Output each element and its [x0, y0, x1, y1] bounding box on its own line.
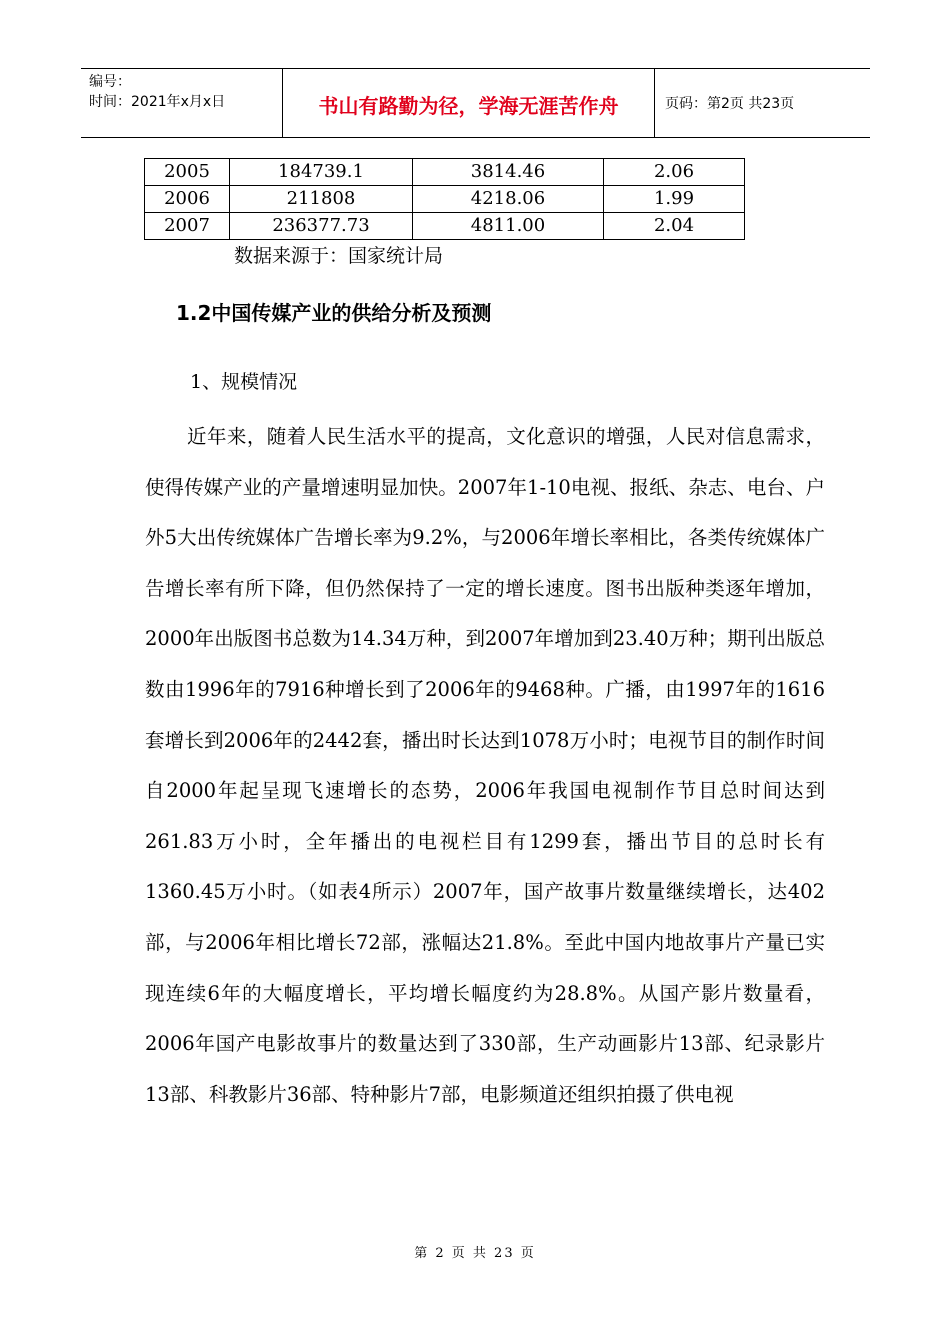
header-divider-right	[654, 69, 655, 137]
header-page-info: 页码：第2页 共23页	[665, 96, 795, 112]
document-number-label: 编号：	[89, 74, 131, 90]
table-cell: 1.99	[604, 186, 745, 213]
document-date-label: 时间：2021年x月x日	[89, 94, 226, 110]
table-row	[145, 213, 745, 240]
table-cell: 2.06	[604, 159, 745, 186]
table-cell-year: 2007	[145, 213, 230, 240]
section-heading: 1.2中国传媒产业的供给分析及预测	[176, 301, 492, 325]
statistics-table	[144, 158, 745, 240]
table-cell: 4811.00	[413, 213, 604, 240]
subsection-heading: 1、规模情况	[190, 371, 298, 393]
table-cell-year: 2005	[145, 159, 230, 186]
table-cell: 2.04	[604, 213, 745, 240]
page-footer: 第 2 页 共 23 页	[414, 1246, 536, 1261]
table-row	[145, 186, 745, 213]
page-header	[81, 68, 870, 138]
table-cell: 4218.06	[413, 186, 604, 213]
table-cell: 211808	[230, 186, 413, 213]
table-cell-year: 2006	[145, 186, 230, 213]
table-source-note: 数据来源于：国家统计局	[234, 245, 444, 267]
header-meta	[89, 72, 225, 112]
table-cell: 236377.73	[230, 213, 413, 240]
table-cell: 3814.46	[413, 159, 604, 186]
table-cell: 184739.1	[230, 159, 413, 186]
body-paragraph: 近年来，随着人民生活水平的提高，文化意识的增强，人民对信息需求，使得传媒产业的产量增速明显加快。2007年1-10电视、报纸、杂志、电台、户外5大出传统媒体广告增长率为9.2%，与2006年增长率相比，各类传统媒体广告增长率有所下降，但仍然保持了一定的增长速度。图书出版种类逐年增加，2000年出版图书总数为14.34万种，到2007年增加到23.40万种；期刊出版总数由1996年的7916种增长到了2006年的9468种。广播，由1997年的1616套增长到2006年的2442套，播出时长达到1078万小时；电视节目的制作时间自2000年起呈现飞速增长的态势，2006年我国电视制作节目总时间达到261.83万小时，全年播出的电视栏目有1299套，播出节目的总时长有1360.45万小时。（如表4所示）2007年，国产故事片数量继续增长，达402部，与2006年相比增长72部，涨幅达21.8%。至此中国内地故事片产量已实现连续6年的大幅度增长，平均增长幅度约为28.8%。从国产影片数量看，2006年国产电影故事片的数量达到了330部，生产动画影片13部、纪录影片13部、科教影片36部、特种影片7部，电影频道还组织拍摄了供电视	[145, 425, 825, 1106]
header-motto: 书山有路勤为径，学海无涯苦作舟	[318, 94, 619, 118]
table-row	[145, 159, 745, 186]
